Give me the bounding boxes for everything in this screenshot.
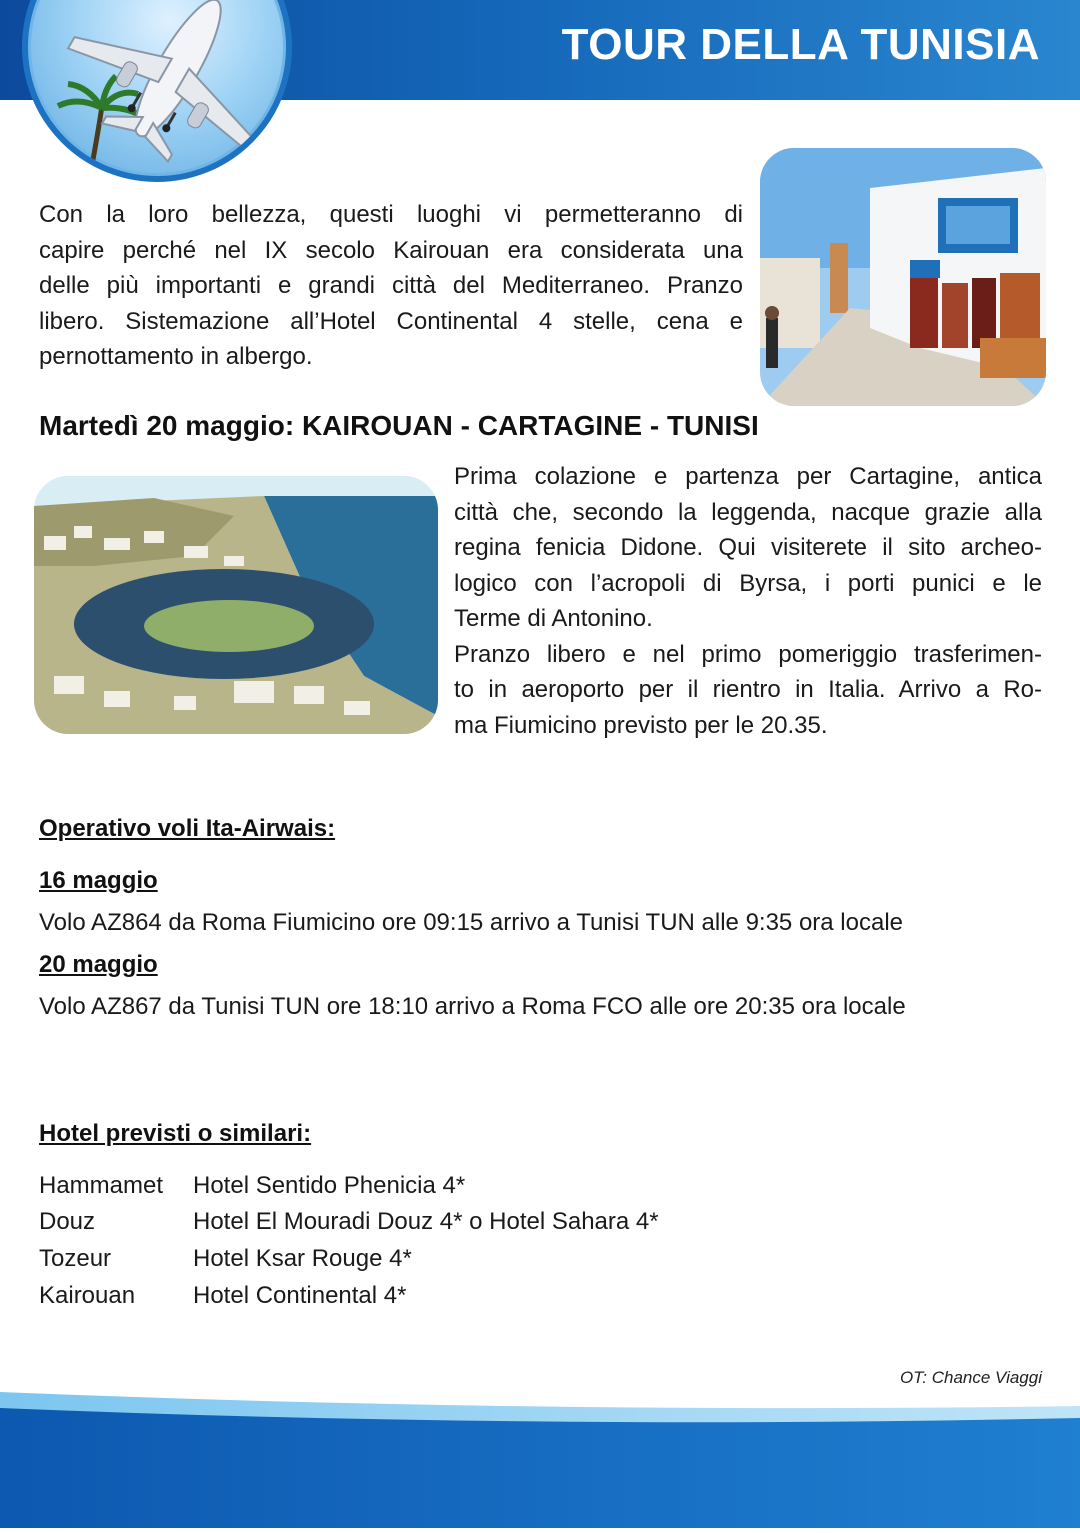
hotels-title: Hotel previsti o similari: (39, 1120, 312, 1147)
text-line: Con la loro bellezza, questi luoghi vi permetteranno di (39, 201, 743, 228)
text-line: città che, secondo la leggenda, nacque grazie alla (454, 498, 1042, 526)
text-line: regina fenicia Didone. Qui visiterete il sito archeo- (454, 534, 1042, 561)
carthage-aerial-photo (34, 476, 438, 734)
text-line: Prima colazione e partenza per Cartagine, antica (454, 463, 1042, 490)
text-line: ma Fiumicino previsto per le 20.35. (454, 711, 828, 739)
hotel-name: Hotel Ksar Rouge 4* (193, 1245, 412, 1272)
hotel-city: Tozeur (39, 1245, 112, 1272)
footer-wave (0, 1380, 1080, 1528)
flight-date: 16 maggio (39, 867, 158, 894)
airplane-icon (28, 0, 286, 176)
text-line: Pranzo libero e nel primo pomeriggio trasferimen- (454, 640, 1042, 668)
hotel-name: Hotel Sentido Phenicia 4* (193, 1172, 466, 1199)
tour-operator-note: OT: Chance Viaggi (899, 1368, 1042, 1387)
text-line: pernottamento in albergo. (39, 343, 313, 370)
text-line: libero. Sistemazione all’Hotel Continental 4 stelle, cena e (39, 307, 743, 335)
hotel-city: Hammamet (39, 1172, 164, 1199)
text-line: logico con l’acropoli di Byrsa, i porti punici e le (454, 569, 1042, 597)
kairouan-street-photo (760, 148, 1046, 406)
text-line: delle più importanti e grandi città del Mediterraneo. Pranzo (39, 272, 743, 299)
hotel-name: Hotel Continental 4* (193, 1282, 407, 1309)
flights-title: Operativo voli Ita-Airwais: (39, 815, 336, 842)
hotel-name: Hotel El Mouradi Douz 4* o Hotel Sahara 4* (193, 1208, 659, 1235)
flight-detail: Volo AZ864 da Roma Fiumicino ore 09:15 arrivo a Tunisi TUN alle 9:35 ora locale (39, 909, 904, 936)
text-line: capire perché nel IX secolo Kairouan era considerata una (39, 236, 743, 264)
page-title: TOUR DELLA TUNISIA (561, 20, 1040, 69)
text-line: Terme di Antonino. (454, 605, 653, 632)
intro-paragraph (39, 197, 743, 375)
day-heading: Martedì 20 maggio: KAIROUAN - CARTAGINE - TUNISI (39, 410, 759, 441)
hotel-city: Douz (39, 1208, 96, 1235)
text-line: to in aeroporto per il rientro in Italia. Arrivo a Ro- (454, 676, 1042, 703)
flight-date: 20 maggio (39, 951, 158, 978)
flight-detail: Volo AZ867 da Tunisi TUN ore 18:10 arrivo a Roma FCO alle ore 20:35 ora locale (39, 993, 906, 1020)
airplane-logo (22, 0, 292, 182)
day-paragraph (454, 459, 1042, 743)
hotel-city: Kairouan (39, 1282, 136, 1309)
